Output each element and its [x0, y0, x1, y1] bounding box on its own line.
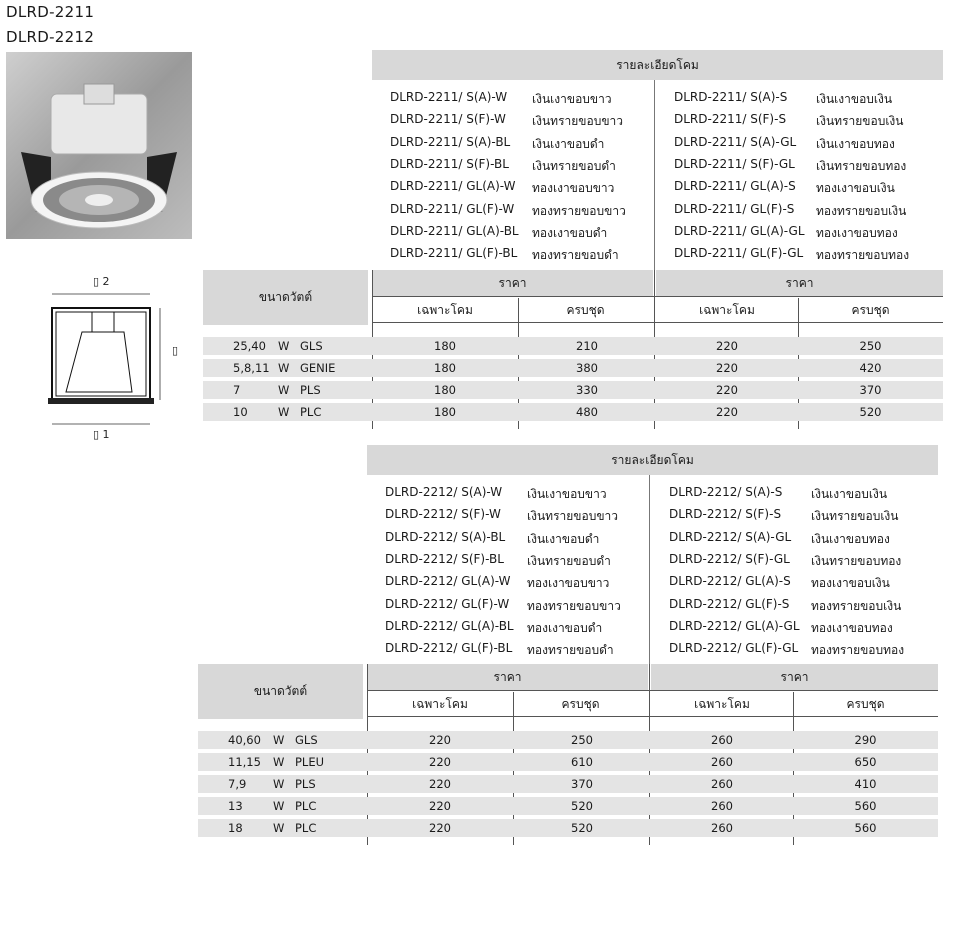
model-code: DLRD-2211/ S(F)-W	[390, 112, 506, 127]
price-cell: 260	[711, 799, 733, 813]
watt-unit: W	[278, 405, 290, 419]
watt-unit: W	[278, 383, 290, 397]
watt-unit: W	[273, 799, 285, 813]
model-code: DLRD-2211/ S(A)-BL	[390, 134, 511, 149]
watt-value: 7,9	[228, 777, 247, 791]
product-title-2212: DLRD-2212	[6, 28, 95, 46]
model-code: DLRD-2211/ GL(F)-BL	[390, 246, 518, 261]
model-code: DLRD-2211/ S(F)-GL	[674, 156, 795, 171]
model-code: DLRD-2212/ GL(A)-BL	[385, 618, 514, 633]
price-header: ราคา	[651, 664, 938, 690]
watt-unit: W	[273, 755, 285, 769]
model-description: เงินทรายขอบขาว	[532, 114, 623, 129]
price-cell: 560	[854, 799, 877, 813]
price-header: ราคา	[372, 270, 653, 296]
model-description: ทองทรายขอบทอง	[811, 643, 905, 658]
model-code: DLRD-2211/ S(A)-S	[674, 90, 788, 104]
model-description: เงินทรายขอบขาว	[527, 509, 618, 524]
model-description: ทองเงาขอบดำ	[527, 620, 603, 635]
price-cell: 520	[571, 799, 593, 813]
lamp-type: PLEU	[295, 755, 325, 769]
price-cell: 330	[576, 383, 598, 397]
watt-unit: W	[273, 821, 285, 835]
model-code: DLRD-2211/ GL(F)-S	[674, 201, 795, 216]
price-lamp-only-header: เฉพาะโคม	[694, 696, 750, 711]
lamp-type: GENIE	[300, 361, 336, 375]
model-code: DLRD-2212/ GL(F)-S	[669, 596, 790, 611]
model-code: DLRD-2212/ S(A)-GL	[669, 529, 792, 544]
model-code: DLRD-2212/ S(F)-GL	[669, 551, 790, 566]
model-description: ทองทรายขอบดำ	[527, 643, 614, 658]
model-description: ทองเงาขอบเงิน	[816, 181, 895, 196]
price-set-header: ครบชุด	[851, 302, 890, 317]
model-code: DLRD-2211/ S(F)-BL	[390, 156, 509, 171]
divider	[367, 690, 938, 691]
watt-header: ขนาดวัตต์	[203, 270, 368, 325]
lamp-type: PLC	[295, 821, 317, 835]
dimension-label-right: ▯	[172, 344, 179, 357]
price-cell: 520	[859, 405, 882, 419]
lamp-type: PLC	[295, 799, 317, 813]
model-code: DLRD-2212/ GL(A)-W	[385, 574, 511, 589]
downlight-image	[6, 52, 192, 239]
model-code: DLRD-2211/ S(A)-W	[390, 90, 508, 104]
price-cell: 220	[429, 821, 451, 835]
lamp-type: GLS	[295, 733, 318, 747]
watt-value: 13	[228, 799, 243, 813]
price-cell: 480	[576, 405, 598, 419]
price-cell: 220	[716, 405, 738, 419]
watt-value: 18	[228, 821, 243, 835]
model-description: เงินเงาขอบเงิน	[811, 487, 888, 501]
price-cell: 370	[571, 777, 593, 791]
divider	[649, 475, 650, 664]
price-cell: 180	[434, 405, 456, 419]
model-code: DLRD-2212/ GL(F)-W	[385, 596, 510, 611]
price-cell: 250	[859, 339, 882, 353]
model-description: เงินทรายขอบเงิน	[811, 509, 899, 524]
price-cell: 220	[716, 383, 738, 397]
price-header: ราคา	[367, 664, 648, 690]
lamp-type: PLC	[300, 405, 322, 419]
model-description: เงินทรายขอบทอง	[811, 553, 902, 568]
watt-unit: W	[278, 339, 290, 353]
product-title-2211: DLRD-2211	[6, 3, 95, 21]
model-code: DLRD-2211/ S(F)-S	[674, 112, 787, 127]
model-description: ทองทรายขอบขาว	[527, 598, 621, 613]
model-code: DLRD-2211/ GL(A)-W	[390, 179, 516, 194]
watt-header: ขนาดวัตต์	[198, 664, 363, 719]
price-cell: 260	[711, 777, 733, 791]
model-description: ทองเงาขอบขาว	[532, 181, 615, 196]
model-description: เงินเงาขอบขาว	[527, 487, 607, 501]
model-code: DLRD-2212/ S(A)-W	[385, 485, 503, 499]
model-description: ทองเงาขอบทอง	[811, 620, 893, 635]
model-description: เงินทรายขอบดำ	[527, 553, 611, 568]
watt-value: 5,8,11	[233, 361, 270, 375]
price-cell: 410	[854, 777, 877, 791]
divider	[367, 716, 938, 717]
price-cell: 260	[711, 733, 733, 747]
model-description: ทองทรายขอบเงิน	[811, 598, 902, 613]
detail-header: รายละเอียดโคม	[372, 50, 943, 80]
model-code: DLRD-2211/ S(A)-GL	[674, 134, 797, 149]
model-code: DLRD-2212/ S(F)-S	[669, 507, 782, 522]
watt-unit: W	[278, 361, 290, 375]
price-cell: 380	[576, 361, 598, 375]
price-cell: 180	[434, 361, 456, 375]
divider	[654, 80, 655, 270]
price-cell: 220	[429, 777, 451, 791]
model-description: ทองเงาขอบทอง	[816, 225, 898, 240]
price-cell: 610	[571, 755, 593, 769]
price-cell: 220	[716, 361, 738, 375]
model-code: DLRD-2211/ GL(A)-S	[674, 179, 796, 194]
dimension-label-top: ▯ 2	[93, 275, 110, 288]
model-description: ทองเงาขอบขาว	[527, 576, 610, 591]
price-cell: 180	[434, 383, 456, 397]
model-code: DLRD-2211/ GL(F)-GL	[674, 246, 804, 261]
lamp-type: PLS	[295, 777, 316, 791]
price-cell: 260	[711, 755, 733, 769]
model-description: ทองทรายขอบเงิน	[816, 203, 907, 218]
model-code: DLRD-2212/ S(A)-S	[669, 485, 783, 499]
price-cell: 220	[429, 799, 451, 813]
model-description: เงินทรายขอบเงิน	[816, 114, 904, 129]
model-description: เงินเงาขอบดำ	[527, 531, 600, 546]
dimension-label-bottom: ▯ 1	[93, 428, 110, 441]
watt-value: 10	[233, 405, 248, 419]
price-cell: 520	[571, 821, 593, 835]
model-description: เงินเงาขอบทอง	[811, 531, 890, 546]
price-lamp-only-header: เฉพาะโคม	[412, 696, 468, 711]
model-code: DLRD-2211/ GL(F)-W	[390, 201, 515, 216]
watt-unit: W	[273, 777, 285, 791]
lamp-type: PLS	[300, 383, 321, 397]
model-code: DLRD-2212/ GL(A)-S	[669, 574, 791, 589]
divider	[372, 322, 943, 323]
model-description: ทองทรายขอบขาว	[532, 203, 626, 218]
price-cell: 650	[854, 755, 877, 769]
model-description: ทองเงาขอบดำ	[532, 225, 608, 240]
price-set-header: ครบชุด	[846, 696, 885, 711]
divider	[372, 296, 943, 297]
model-description: เงินเงาขอบทอง	[816, 136, 895, 151]
model-code: DLRD-2212/ S(F)-BL	[385, 551, 504, 566]
model-code: DLRD-2211/ GL(A)-GL	[674, 223, 805, 238]
model-description: เงินทรายขอบทอง	[816, 158, 907, 173]
model-code: DLRD-2212/ S(F)-W	[385, 507, 501, 522]
model-description: ทองทรายขอบดำ	[532, 248, 619, 263]
model-description: เงินเงาขอบขาว	[532, 92, 612, 106]
price-set-header: ครบชุด	[566, 302, 605, 317]
model-code: DLRD-2212/ GL(F)-BL	[385, 641, 513, 656]
lamp-type: GLS	[300, 339, 323, 353]
price-cell: 180	[434, 339, 456, 353]
dimension-drawing	[40, 272, 200, 442]
price-cell: 250	[571, 733, 593, 747]
model-code: DLRD-2212/ S(A)-BL	[385, 529, 506, 544]
watt-value: 7	[233, 383, 241, 397]
watt-unit: W	[273, 733, 285, 747]
price-cell: 260	[711, 821, 733, 835]
model-description: เงินเงาขอบดำ	[532, 136, 605, 151]
detail-header: รายละเอียดโคม	[367, 445, 938, 475]
watt-value: 11,15	[228, 755, 261, 769]
model-description: ทองทรายขอบทอง	[816, 248, 910, 263]
model-code: DLRD-2212/ GL(F)-GL	[669, 641, 799, 656]
watt-value: 40,60	[228, 733, 261, 747]
price-cell: 290	[854, 733, 877, 747]
model-description: เงินเงาขอบเงิน	[816, 92, 893, 106]
model-code: DLRD-2212/ GL(A)-GL	[669, 618, 800, 633]
price-cell: 220	[716, 339, 738, 353]
price-set-header: ครบชุด	[561, 696, 600, 711]
price-cell: 220	[429, 733, 451, 747]
price-cell: 370	[859, 383, 882, 397]
model-description: ทองเงาขอบเงิน	[811, 576, 890, 591]
model-code: DLRD-2211/ GL(A)-BL	[390, 223, 519, 238]
price-header: ราคา	[656, 270, 943, 296]
price-cell: 210	[576, 339, 598, 353]
price-cell: 560	[854, 821, 877, 835]
watt-value: 25,40	[233, 339, 266, 353]
model-description: เงินทรายขอบดำ	[532, 158, 616, 173]
price-cell: 420	[859, 361, 882, 375]
product-photo	[6, 52, 192, 239]
price-lamp-only-header: เฉพาะโคม	[699, 302, 755, 317]
price-cell: 220	[429, 755, 451, 769]
price-lamp-only-header: เฉพาะโคม	[417, 302, 473, 317]
